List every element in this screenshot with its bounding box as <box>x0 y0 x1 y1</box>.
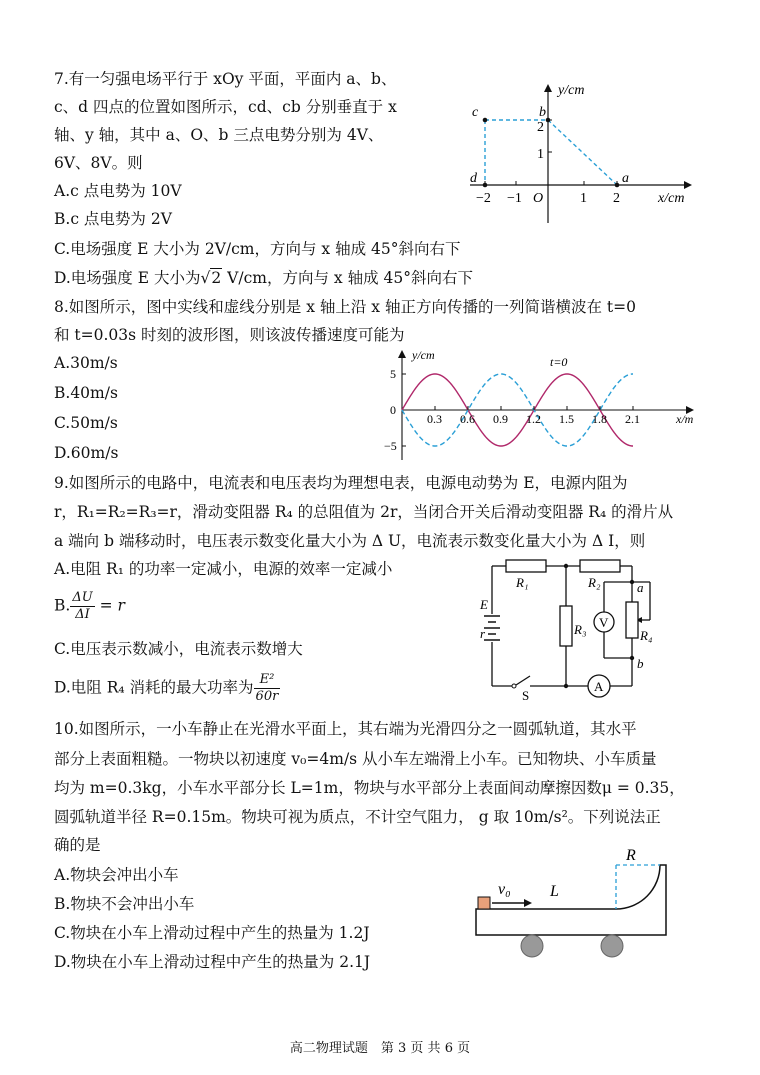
q10-option-c: C.物块在小车上滑动过程中产生的热量为 1.2J <box>54 924 370 942</box>
r1-label: R₁ <box>516 575 529 590</box>
q9-option-a: A.电阻 R₁ 的功率一定减小，电源的效率一定减小 <box>54 560 393 578</box>
q7-y-axis-label: y/cm <box>558 83 585 98</box>
q8-option-d: D.60m/s <box>54 444 119 462</box>
x-tick-2: 2 <box>613 191 620 206</box>
q7-option-d-text: D.电场强度 E 大小为 <box>54 269 201 287</box>
r3-label: R₃ <box>574 622 587 637</box>
q7-option-a: A.c 点电势为 10V <box>54 182 182 200</box>
point-d-label: d <box>470 171 477 186</box>
delta-u-over-delta-i: $\frac{\Delta U}{\Delta I}$ <box>72 590 93 622</box>
q10-option-a: A.物块会冲出小车 <box>54 866 179 884</box>
block <box>478 897 490 909</box>
q8-option-b: B.40m/s <box>54 384 118 402</box>
slider-b-label: b <box>637 656 644 671</box>
e2-over-60r: $\frac{\text{E²}}{60r}$ <box>255 672 279 704</box>
q9-option-d-text: D.电阻 R₄ 消耗的最大功率为 <box>54 678 254 697</box>
q10-stem-line2: 部分上表面粗糙。一物块以初速度 v₀=4m/s 从小车左端滑上小车。已知物块、小车质量 <box>54 750 657 768</box>
y-tick-1: 1 <box>537 147 544 162</box>
q10-cart-figure <box>466 844 686 964</box>
radius-label: R <box>626 847 636 864</box>
q9-option-c: C.电压表示数减小，电流表示数增大 <box>54 640 303 658</box>
velocity-label: v₀ <box>498 881 511 898</box>
q10-stem-line3: 均为 m=0.3kg，小车水平部分长 L=1m，物块与水平部分上表面间动摩擦因数μ = 0.35， <box>54 779 685 797</box>
curve-label: t=0 <box>550 355 568 369</box>
q10-stem-line5: 确的是 <box>54 836 101 854</box>
q8-option-a: A.30m/s <box>54 354 118 372</box>
slider-a-label: a <box>637 580 644 595</box>
x-tick-label: 0.9 <box>493 412 508 426</box>
r2-label: R₂ <box>588 575 601 590</box>
q7-option-b: B.c 点电势为 2V <box>54 210 172 228</box>
q9-option-b-label: B. <box>54 596 71 615</box>
q9-stem-line3: a 端向 b 端移动时，电压表示数变化量大小为 Δ U，电流表示数变化量大小为 Δ I，则 <box>54 532 646 550</box>
r4-label: R₄ <box>640 628 653 643</box>
q8-option-c: C.50m/s <box>54 414 118 432</box>
point-a-label: a <box>622 171 629 186</box>
x-tick-label: 2.1 <box>625 412 640 426</box>
q7-option-d-tail: V/cm，方向与 x 轴成 45°斜向右下 <box>222 269 473 287</box>
length-label: L <box>550 883 559 900</box>
sqrt-radicand: 2 <box>211 269 222 287</box>
ammeter-label: A <box>594 679 604 694</box>
q7-figure <box>460 78 700 228</box>
emf-label: E <box>480 597 488 612</box>
q7-stem-line4: 6V、8V。则 <box>54 154 143 172</box>
q9-stem-line2: r，R₁=R₂=R₃=r，滑动变阻器 R₄ 的总阻值为 2r，当闭合开关后滑动变阻器 R₄ 的滑片从 <box>54 503 674 521</box>
q8-stem-line1: 8.如图所示，图中实线和虚线分别是 x 轴上沿 x 轴正方向传播的一列简谐横波在 t=0 <box>54 298 636 316</box>
q8-figure <box>380 346 700 464</box>
q7-option-d <box>54 267 473 289</box>
q9-circuit <box>470 552 670 702</box>
q7-stem-line1: 7.有一匀强电场平行于 xOy 平面，平面内 a、b、 <box>54 70 397 88</box>
x-tick-label: 0.6 <box>460 412 475 426</box>
y-tick-neg5: −5 <box>384 439 397 453</box>
q8-stem-line2: 和 t=0.03s 时刻的波形图，则该波传播速度可能为 <box>54 326 405 344</box>
voltmeter-label: V <box>599 615 609 630</box>
switch-label: S <box>522 688 530 702</box>
q7-stem-line3: 轴、y 轴，其中 a、O、b 三点电势分别为 4V、 <box>54 126 384 144</box>
origin-label: O <box>533 191 544 206</box>
q9-stem-line1: 9.如图所示的电路中，电流表和电压表均为理想电表，电源电动势为 E，电源内阻为 <box>54 474 628 492</box>
x-tick-1: 1 <box>580 191 587 206</box>
x-tick-neg1: −1 <box>507 191 522 206</box>
q9-option-b-tail: = r <box>94 596 125 615</box>
q10-option-d: D.物块在小车上滑动过程中产生的热量为 2.1J <box>54 953 371 971</box>
x-tick-label: 1.2 <box>526 412 541 426</box>
y-tick-2: 2 <box>537 120 544 135</box>
sqrt-sign: √ <box>200 269 211 287</box>
q7-stem-line2: c、d 四点的位置如图所示，cd、cb 分别垂直于 x <box>54 98 397 116</box>
q9-option-d <box>54 672 280 705</box>
page-footer: 高二物理试题 第 3 页 共 6 页 <box>289 1041 471 1056</box>
q10-stem-line1: 10.如图所示，一小车静止在光滑水平面上，其右端为光滑四分之一圆弧轨道，其水平 <box>54 720 637 738</box>
point-b-label: b <box>539 105 546 120</box>
internal-r-label: r <box>480 626 486 641</box>
x-tick-label: 1.5 <box>559 412 574 426</box>
y-tick-5: 5 <box>390 367 396 381</box>
x-tick-label: 1.8 <box>592 412 607 426</box>
x-tick-neg2: −2 <box>476 191 491 206</box>
q7-option-c: C.电场强度 E 大小为 2V/cm，方向与 x 轴成 45°斜向右下 <box>54 240 461 258</box>
x-tick-label: 0.3 <box>427 412 442 426</box>
q8-x-axis-label: x/m <box>676 412 694 426</box>
q9-option-b <box>54 590 125 623</box>
y-tick-0: 0 <box>390 403 396 417</box>
q8-y-axis-label: y/cm <box>412 348 435 362</box>
q10-option-b: B.物块不会冲出小车 <box>54 895 195 913</box>
q7-x-axis-label: x/cm <box>658 191 685 206</box>
q10-stem-line4: 圆弧轨道半径 R=0.15m。物块可视为质点，不计空气阻力， g 取 10m/s²。下列说法正 <box>54 808 661 826</box>
point-c-label: c <box>472 105 479 120</box>
